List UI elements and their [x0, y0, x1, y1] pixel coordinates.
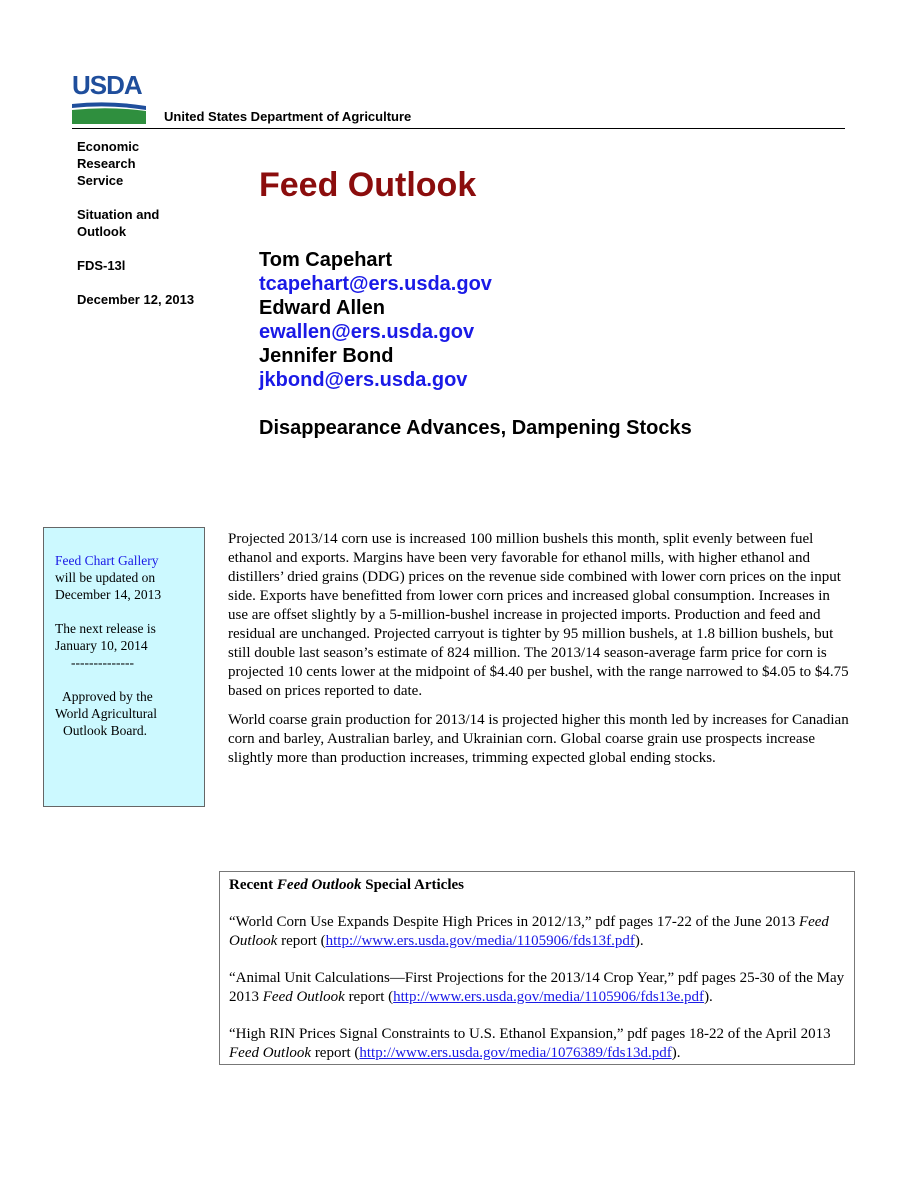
header-divider [72, 128, 845, 129]
series-line: Outlook [77, 224, 127, 239]
article-publication: Feed Outlook [229, 914, 829, 949]
article-text: report ( [311, 1045, 360, 1061]
articles-header-suffix: Special Articles [361, 877, 464, 893]
author-name: Tom Capehart [259, 249, 392, 271]
author-name: Jennifer Bond [259, 345, 394, 367]
article-item [229, 913, 845, 951]
notice-line: The next release is [55, 621, 156, 636]
article-text: report ( [277, 933, 326, 949]
article-text: “Animal Unit Calculations—First Projections for the 2013/14 Crop Year,” pdf pages 25-30 of the May 2013 [229, 970, 845, 1005]
article-text: report ( [344, 989, 394, 1005]
article-text: ). [704, 989, 713, 1005]
author-name: Edward Allen [259, 297, 385, 319]
approval-line: World Agricultural [55, 706, 158, 721]
summary-paragraph: World coarse grain production for 2013/14 is projected higher this month led by increases for Canadian corn and barley, Australian barley, and Ukrainian corn. Global coarse grain use prospects increase slightly more than production increases, trimming expected global ending stocks. [228, 712, 849, 766]
agency-line: Economic [77, 139, 140, 154]
notice-line: will be updated on [55, 570, 156, 585]
author-email[interactable]: jkbond@ers.usda.gov [259, 369, 468, 391]
article-item [229, 969, 845, 1007]
release-notice-box [43, 527, 205, 807]
special-articles-box [219, 871, 855, 1065]
article-text: ). [671, 1045, 681, 1061]
page-title: Feed Outlook [259, 166, 477, 204]
article-item [229, 1025, 845, 1063]
approval-line: Approved by the [62, 689, 153, 704]
articles-header-prefix: Recent [229, 877, 277, 893]
article-text: “World Corn Use Expands Despite High Prices in 2012/13,” pdf pages 17-22 of the June 2013 [229, 914, 799, 930]
agency-name: United States Department of Agriculture [164, 109, 412, 124]
summary-text [228, 530, 850, 778]
article-link[interactable]: http://www.ers.usda.gov/media/1076389/fds13d.pdf [359, 1045, 672, 1061]
article-link[interactable]: http://www.ers.usda.gov/media/1105906/fds13e.pdf [393, 989, 705, 1005]
sidebar [77, 138, 237, 308]
author-email[interactable]: ewallen@ers.usda.gov [259, 321, 475, 343]
feed-chart-gallery-link[interactable]: Feed Chart Gallery [55, 553, 159, 568]
report-subtitle: Disappearance Advances, Dampening Stocks [259, 417, 692, 439]
article-text: “High RIN Prices Signal Constraints to U.S. Ethanol Expansion,” pdf pages 18-22 of the April 2013 [229, 1026, 831, 1042]
articles-header [229, 876, 845, 895]
report-date: December 12, 2013 [77, 292, 195, 307]
article-text: ). [634, 933, 644, 949]
author-email[interactable]: tcapehart@ers.usda.gov [259, 273, 492, 295]
agency-line: Service [77, 173, 124, 188]
articles-header-italic: Feed Outlook [276, 877, 362, 893]
notice-separator: -------------- [71, 655, 134, 670]
summary-paragraph: Projected 2013/14 corn use is increased 100 million bushels this month, split evenly between fuel ethanol and exports. Margins have been very favorable for ethanol mills, with higher ethanol and distillers’ dried grains (DDG) prices on the revenue side combined with lower corn prices on the input side. Exports have benefitted from lower corn prices and increased global consumption. Increases in use are offset slightly by a 5-million-bushel increase in projected imports. Production and feed and residual are unchanged. Projected carryout is tighter by 95 million bushels, at 1.8 billion bushels, but still double last season’s estimate of 824 million. The 2013/14 season-average farm price for corn is projected 10 cents lower at the midpoint of $4.40 per bushel, with the range narrowed to $4.05 to $4.75 based on prices reported to date. [228, 531, 849, 699]
author-list [259, 248, 492, 392]
article-link[interactable]: http://www.ers.usda.gov/media/1105906/fds13f.pdf [325, 933, 635, 949]
usda-logo [72, 72, 146, 124]
series-line: Situation and [77, 207, 160, 222]
notice-line: January 10, 2014 [55, 638, 148, 653]
article-publication: Feed Outlook [262, 989, 345, 1005]
agency-line: Research [77, 156, 136, 171]
report-id: FDS-13l [77, 258, 126, 273]
article-publication: Feed Outlook [229, 1045, 312, 1061]
notice-line: December 14, 2013 [55, 587, 162, 602]
logo-swoosh-icon [72, 102, 146, 124]
logo-text: USDA [72, 70, 142, 100]
approval-line: Outlook Board. [63, 723, 147, 738]
